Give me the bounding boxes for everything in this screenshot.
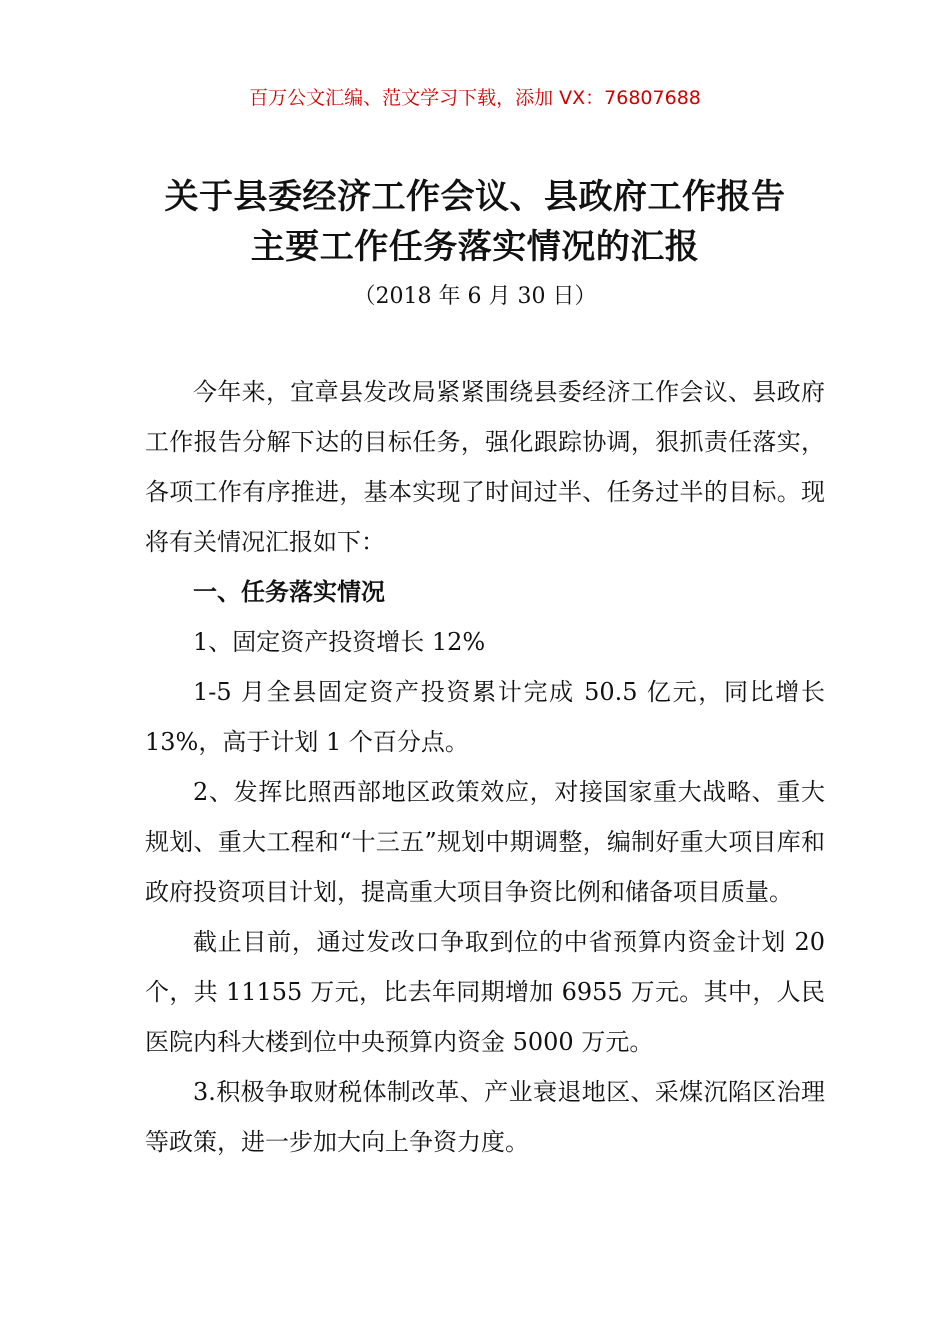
item-2-detail-paragraph: 截止目前，通过发改口争取到位的中省预算内资金计划 20 个，共 11155 万元，比去年同期增加 6955 万元。其中，人民医院内科大楼到位中央预算内资金 5000 万元。 — [145, 928, 825, 1056]
item-2-paragraph: 2、发挥比照西部地区政策效应，对接国家重大战略、重大规划、重大工程和“十三五”规划中期调整，编制好重大项目库和政府投资项目计划，提高重大项目争资比例和储备项目质量。 — [145, 778, 825, 906]
intro-paragraph: 今年来，宜章县发改局紧紧围绕县委经济工作会议、县政府工作报告分解下达的目标任务，强化跟踪协调，狠抓责任落实，各项工作有序推进，基本实现了时间过半、任务过半的目标。现将有关情况汇报如下： — [145, 378, 825, 556]
item-1-heading: 1、固定资产投资增长 12% — [193, 628, 486, 656]
item-3-paragraph: 3.积极争取财税体制改革、产业衰退地区、采煤沉陷区治理等政策，进一步加大向上争资力度。 — [145, 1078, 825, 1156]
document-body — [145, 367, 825, 1167]
watermark-text: 百万公文汇编、范文学习下载，添加 VX：76807688 — [249, 87, 701, 109]
section-heading-task-implementation: 一、任务落实情况 — [193, 578, 385, 606]
document-title-line-1: 关于县委经济工作会议、县政府工作报告 — [164, 177, 786, 217]
document-title-line-2: 主要工作任务落实情况的汇报 — [250, 227, 700, 267]
item-1-detail-paragraph: 1-5 月全县固定资产投资累计完成 50.5 亿元，同比增长 13%，高于计划 1 个百分点。 — [145, 678, 825, 756]
document-date: （2018 年 6 月 30 日） — [353, 284, 597, 309]
